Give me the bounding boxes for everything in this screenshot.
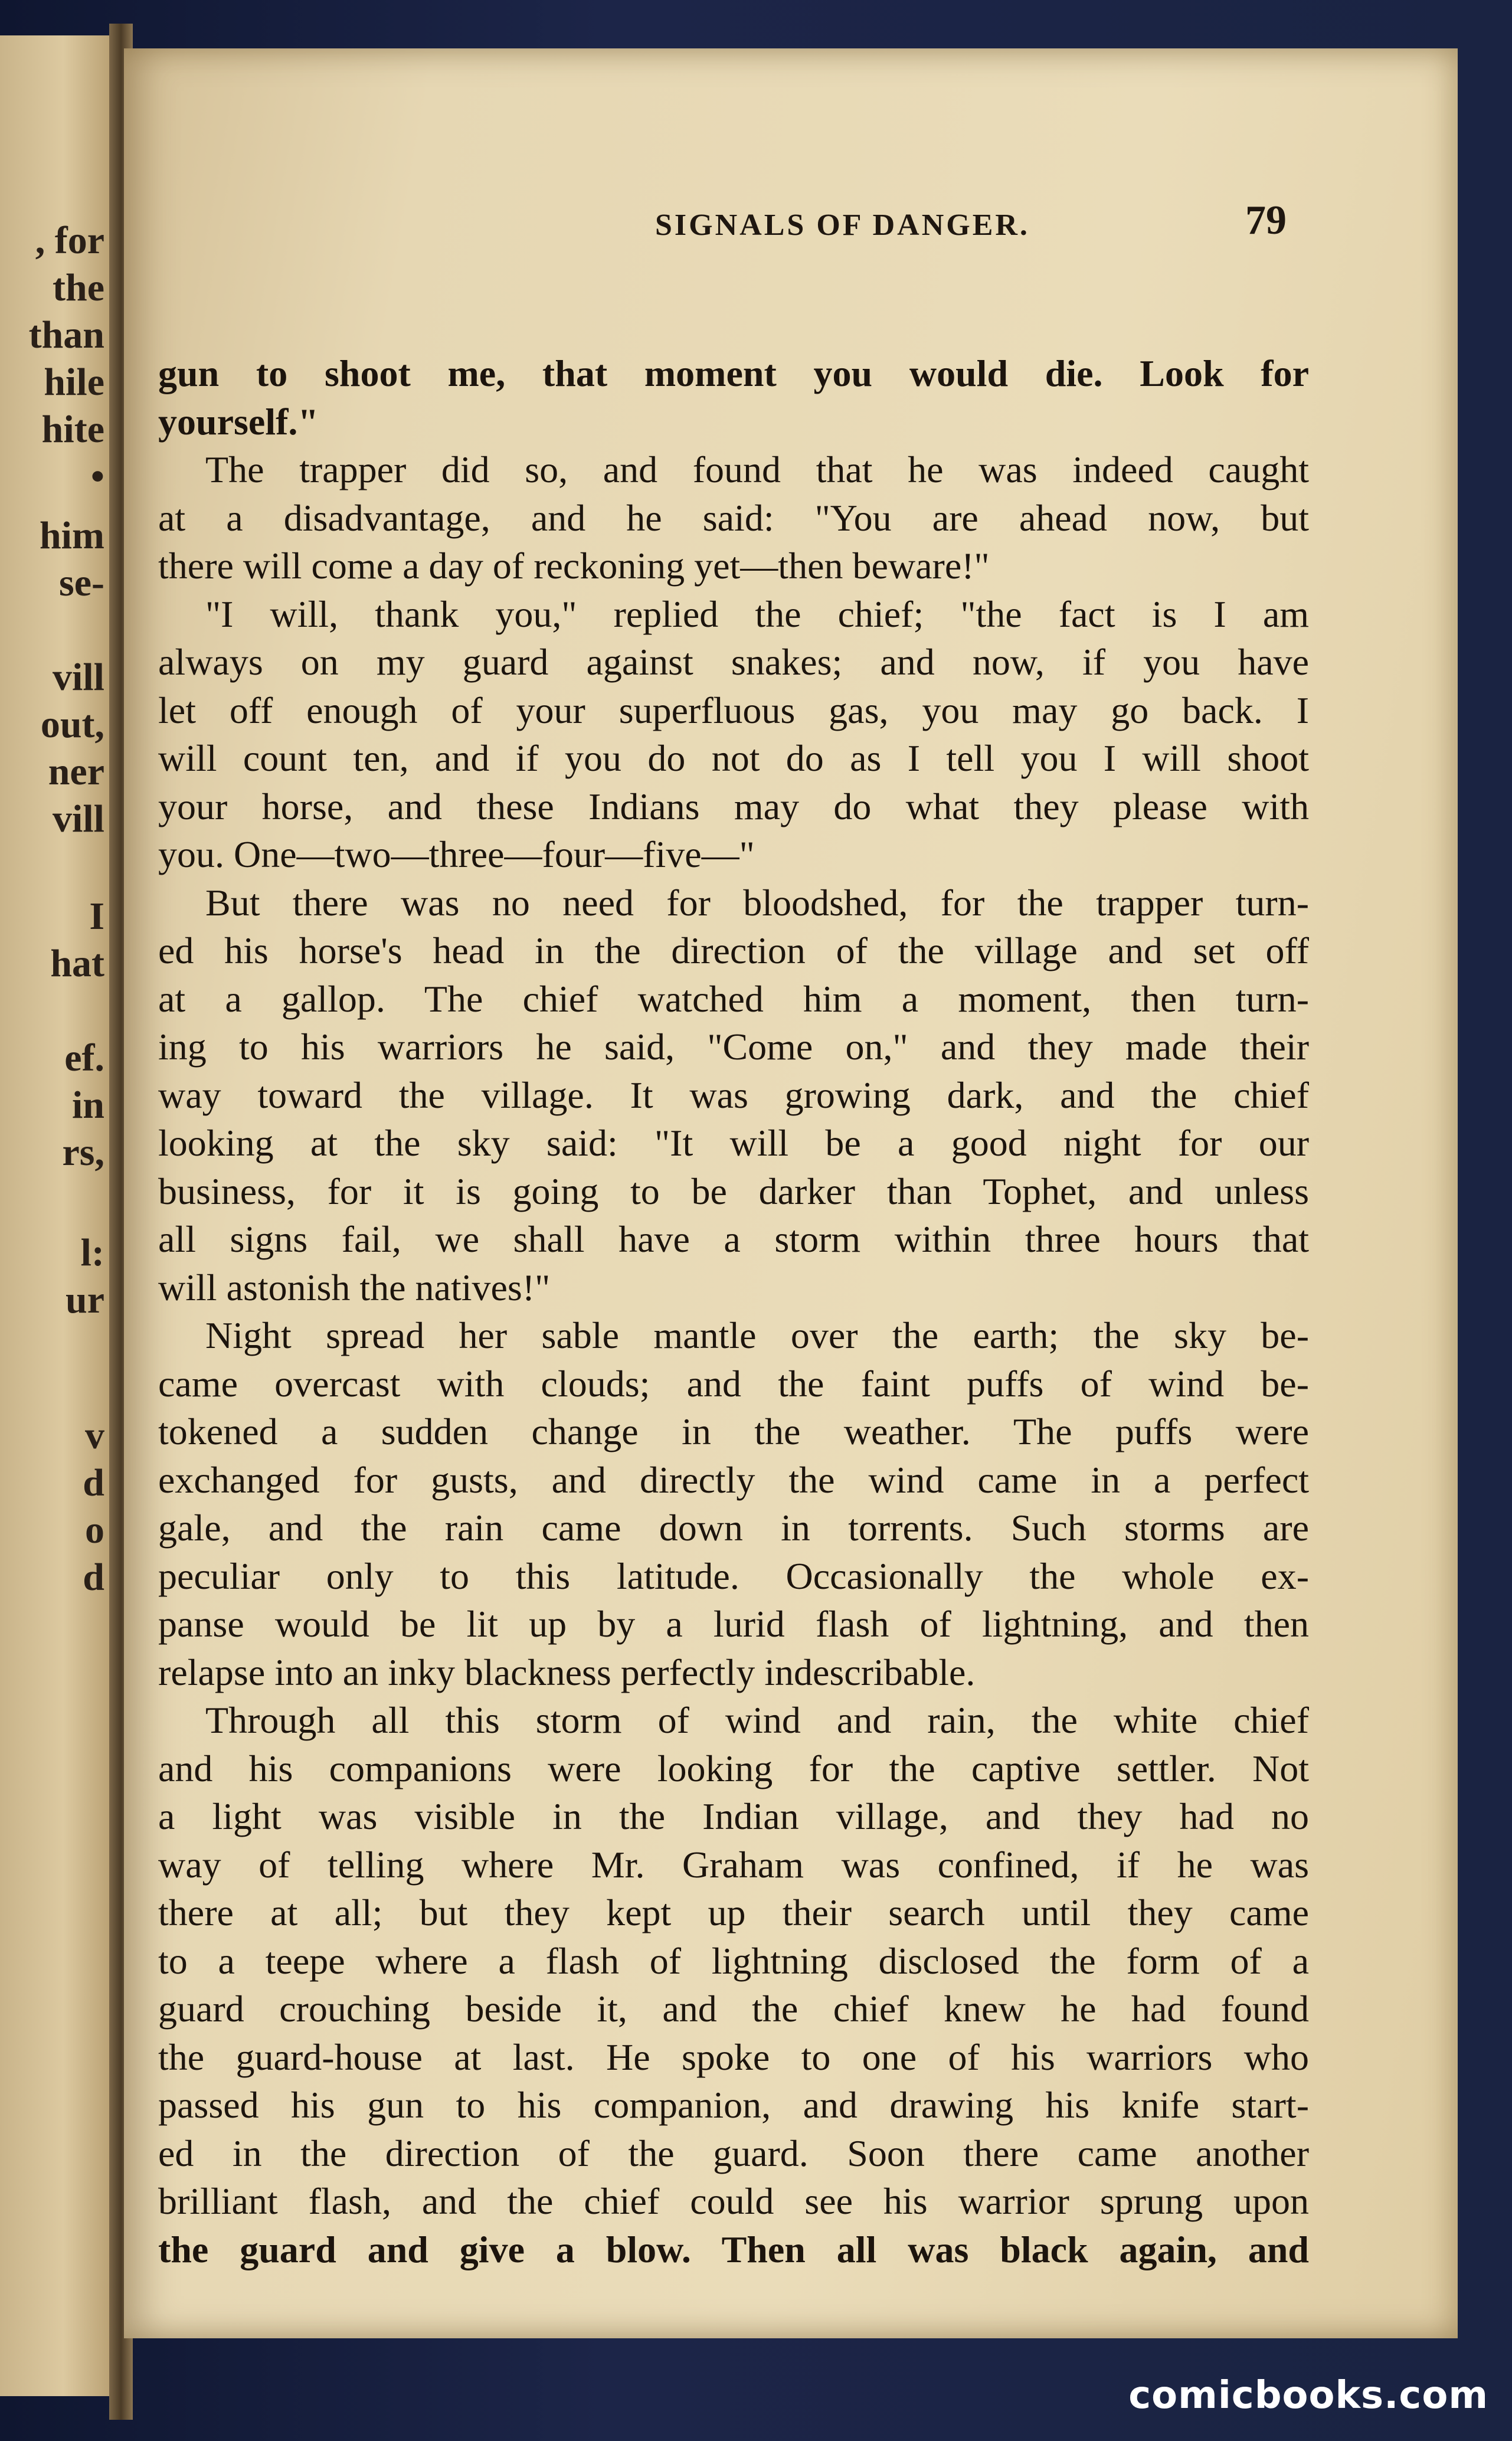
prev-page-fragment: o: [85, 1509, 104, 1552]
text-line: brilliant flash, and the chief could see his warrior sprung upon: [158, 2180, 1309, 2222]
text-line: Through all this storm of wind and rain, the white chief: [205, 1699, 1309, 1741]
prev-page-fragment: him: [39, 514, 104, 557]
prev-page-fragment: in: [71, 1084, 104, 1127]
text-line: your horse, and these Indians may do what they please with: [158, 785, 1309, 827]
previous-page-edge: [0, 35, 115, 2396]
text-line: the guard and give a blow. Then all was black again, and: [158, 2228, 1309, 2270]
text-line: ing to his warriors he said, "Come on," and they made their: [158, 1026, 1309, 1068]
text-line: there will come a day of reckoning yet—then beware!": [158, 545, 990, 587]
text-line: looking at the sky said: "It will be a good night for our: [158, 1122, 1309, 1164]
running-head: SIGNALS OF DANGER.: [655, 208, 1030, 242]
text-line: gale, and the rain came down in torrents. Such storms are: [158, 1507, 1309, 1549]
prev-page-fragment: d: [83, 1461, 104, 1504]
text-line: at a gallop. The chief watched him a moment, then turn-: [158, 977, 1309, 1020]
text-line: you. One—two—three—four—five—": [158, 833, 755, 875]
text-line: let off enough of your superfluous gas, you may go back. I: [158, 689, 1309, 731]
prev-page-fragment: hile: [44, 361, 104, 404]
prev-page-fragment: out,: [40, 703, 104, 746]
prev-page-fragment: •: [90, 455, 104, 498]
book-page: [124, 48, 1458, 2338]
text-line: guard crouching beside it, and the chief knew he had found: [158, 1988, 1309, 2030]
text-line: The trapper did so, and found that he was indeed caught: [205, 449, 1309, 490]
text-line: "I will, thank you," replied the chief; "the fact is I am: [205, 593, 1309, 635]
text-line: always on my guard against snakes; and now, if you have: [158, 641, 1309, 683]
text-line: the guard-house at last. He spoke to one of his warriors who: [158, 2036, 1309, 2078]
text-line: business, for it is going to be darker than Tophet, and unless: [158, 1170, 1309, 1212]
text-line: way toward the village. It was growing dark, and the chief: [158, 1074, 1309, 1116]
prev-page-fragment: ef.: [64, 1036, 104, 1079]
text-line: way of telling where Mr. Graham was confined, if he was: [158, 1843, 1309, 1886]
prev-page-fragment: I: [89, 895, 104, 938]
text-line: came overcast with clouds; and the faint puffs of wind be-: [158, 1362, 1309, 1405]
text-line: gun to shoot me, that moment you would die. Look for: [158, 352, 1309, 394]
prev-page-fragment: ur: [66, 1278, 104, 1321]
text-line: relapse into an inky blackness perfectly indescribable.: [158, 1651, 976, 1693]
prev-page-fragment: hat: [50, 942, 104, 985]
text-line: But there was no need for bloodshed, for the trapper turn-: [205, 881, 1309, 924]
text-line: passed his gun to his companion, and drawing his knife start-: [158, 2084, 1309, 2126]
prev-page-fragment: the: [53, 266, 104, 309]
prev-page-fragment: , for: [35, 219, 104, 262]
text-line: ed in the direction of the guard. Soon there came another: [158, 2132, 1309, 2174]
text-line: panse would be lit up by a lurid flash of lightning, and then: [158, 1603, 1309, 1645]
text-line: a light was visible in the Indian village, and they had no: [158, 1795, 1309, 1837]
site-watermark: comicbooks.com: [1128, 2374, 1488, 2417]
prev-page-fragment: d: [83, 1556, 104, 1599]
prev-page-fragment: se-: [59, 561, 104, 604]
text-line: yourself.": [158, 400, 319, 443]
page-body-text: [158, 349, 1309, 2273]
text-line: will count ten, and if you do not do as I tell you I will shoot: [158, 737, 1309, 779]
text-line: peculiar only to this latitude. Occasionally the whole ex-: [158, 1555, 1309, 1597]
text-line: ed his horse's head in the direction of the village and set off: [158, 930, 1309, 971]
text-line: exchanged for gusts, and directly the wind came in a perfect: [158, 1458, 1309, 1501]
text-line: at a disadvantage, and he said: "You are ahead now, but: [158, 496, 1309, 539]
text-line: there at all; but they kept up their search until they came: [158, 1892, 1309, 1933]
prev-page-fragment: vill: [52, 797, 104, 840]
prev-page-fragment: than: [28, 313, 104, 356]
text-line: and his companions were looking for the captive settler. Not: [158, 1747, 1309, 1789]
text-line: will astonish the natives!": [158, 1266, 551, 1308]
text-line: all signs fail, we shall have a storm within three hours that: [158, 1218, 1309, 1260]
prev-page-fragment: hite: [41, 408, 104, 451]
prev-page-fragment: vill: [52, 656, 104, 699]
prev-page-fragment: ner: [48, 750, 104, 793]
prev-page-fragment: l:: [80, 1231, 104, 1274]
text-line: Night spread her sable mantle over the earth; the sky be-: [205, 1314, 1309, 1356]
prev-page-fragment: rs,: [62, 1131, 104, 1174]
text-line: tokened a sudden change in the weather. The puffs were: [158, 1411, 1309, 1452]
text-line: to a teepe where a flash of lightning disclosed the form of a: [158, 1939, 1309, 1982]
page-number: 79: [1245, 198, 1287, 243]
prev-page-fragment: v: [85, 1414, 104, 1457]
